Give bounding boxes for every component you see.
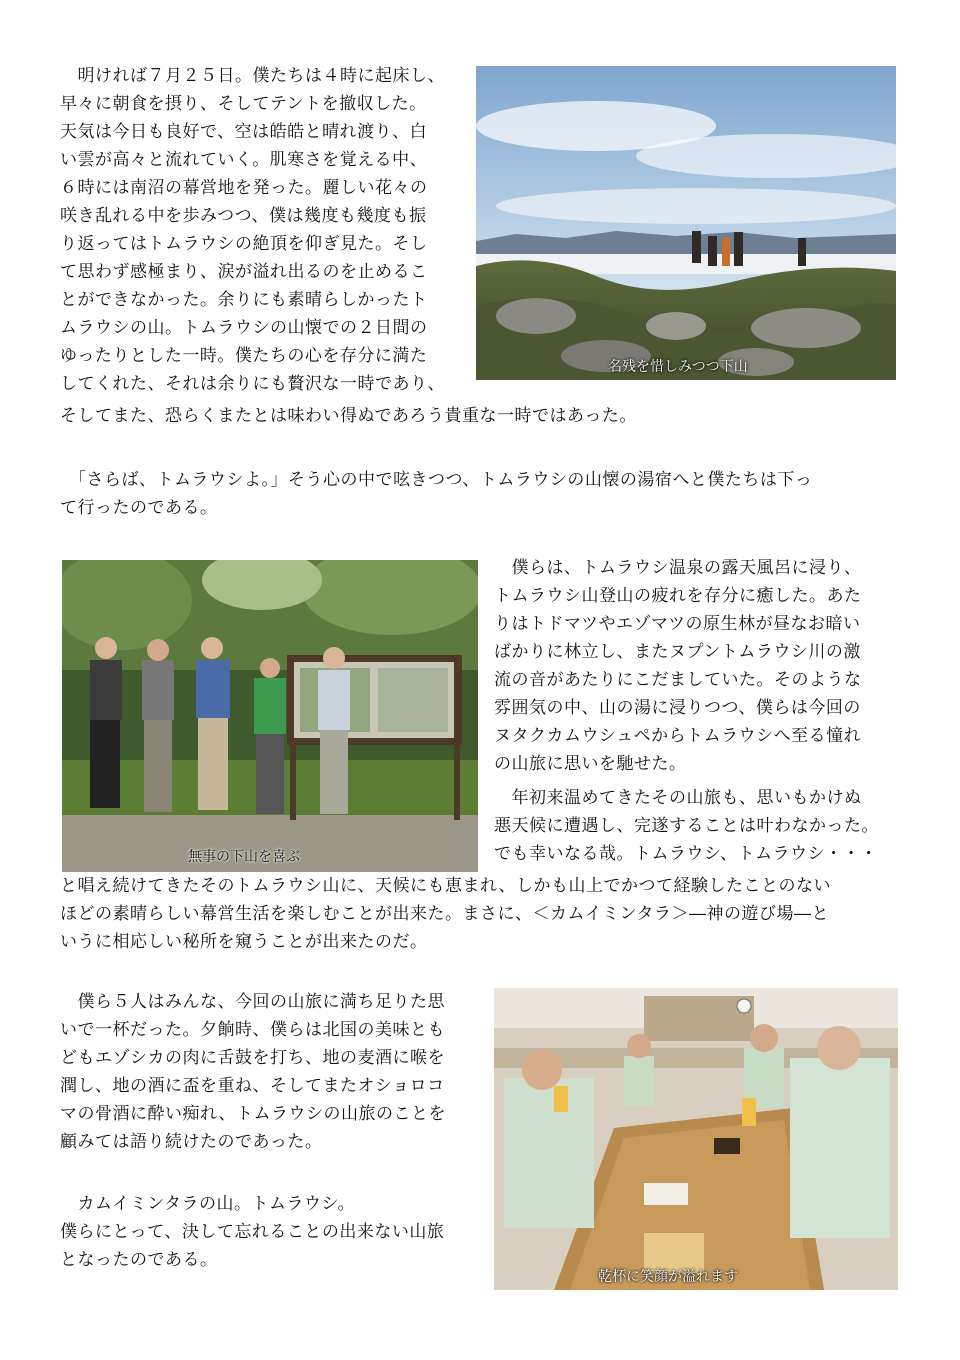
text-line: そしてまた、恐らくまたとは味わい得ぬであろう貴重な一時ではあった。 (60, 406, 637, 426)
text-line: 流の音があたりにこだましていた。そのような (494, 670, 862, 690)
text-line: でも幸いなる哉。トムラウシ、トムラウシ・・・ (494, 844, 878, 864)
text-line: 早々に朝食を摂り、そしてテントを撤収した。 (60, 94, 427, 114)
text-line: りはトドマツやエゾマツの原生林が昼なお暗い (494, 614, 861, 634)
text-line: 悪天候に遭遇し、完遂することは叶わなかった。 (494, 816, 879, 836)
text-line: ばかりに林立し、またヌプントムラウシ川の激 (494, 642, 861, 662)
text-line: 雰囲気の中、山の湯に浸りつつ、僕らは今回の (494, 698, 861, 718)
text-line: ヌタクカムウシュペからトムラウシへ至る憧れ (494, 726, 862, 746)
text-line: となったのである。 (60, 1250, 218, 1270)
text-line: どもエゾシカの肉に舌鼓を打ち、地の麦酒に喉を (60, 1048, 445, 1068)
text-line: 顧みては語り続けたのであった。 (60, 1132, 323, 1152)
photo-caption: 名残を惜しみつつ下山 (608, 359, 748, 375)
text-line: て思わず感極まり、涙が溢れ出るのを止めるこ (60, 262, 428, 282)
text-line: と唱え続けてきたそのトムラウシ山に、天候にも恵まれ、しかも山上でかつて経験したことのない (60, 876, 832, 896)
text-line: 咲き乱れる中を歩みつつ、僕は幾度も幾度も振 (60, 206, 427, 226)
text-line: 「さらば、トムラウシよ。」そう心の中で呟きつつ、トムラウシの山懐の湯宿へと僕たちは下っ (60, 470, 813, 490)
text-line: ６時には南沼の幕営地を発った。麗しい花々の (60, 178, 428, 198)
text-line: り返ってはトムラウシの絶頂を仰ぎ見た。そし (60, 234, 428, 254)
text-line: ゆったりとした一時。僕たちの心を存分に満た (60, 346, 428, 366)
dinner-toast-photo (494, 988, 898, 1290)
text-line: の山旅に思いを馳せた。 (494, 754, 687, 774)
text-line: ほどの素晴らしい幕営生活を楽しむことが出来た。まさに、＜カムイミンタラ＞―神の遊び場―と (60, 904, 829, 924)
text-line: 年初来温めてきたその山旅も、思いもかけぬ (494, 788, 862, 808)
text-line: とができなかった。余りにも素晴らしかったト (60, 290, 428, 310)
photo-caption: 乾杯に笑顔が溢れます (598, 1269, 738, 1285)
text-line: ムラウシの山。トムラウシの山懐での２日間の (60, 318, 428, 338)
mountain-descent-photo (476, 66, 896, 380)
photo-caption: 無事の下山を喜ぶ (188, 849, 300, 865)
text-line: いで一杯だった。夕餉時、僕らは北国の美味とも (60, 1020, 445, 1040)
text-line: 僕らにとって、決して忘れることの出来ない山旅 (60, 1222, 445, 1242)
text-line: て行ったのである。 (60, 498, 218, 518)
text-line: トムラウシ山登山の疲れを存分に癒した。あた (494, 586, 862, 606)
text-line: いうに相応しい秘所を窺うことが出来たのだ。 (60, 932, 428, 952)
text-line: 僕らは、トムラウシ温泉の露天風呂に浸り、 (494, 558, 862, 578)
text-line: してくれた、それは余りにも贅沢な一時であり、 (60, 374, 445, 394)
text-line: 明ければ７月２５日。僕たちは４時に起床し、 (60, 66, 445, 86)
group-trailhead-photo (62, 560, 478, 872)
text-line: 天気は今日も良好で、空は皓皓と晴れ渡り、白 (60, 122, 428, 142)
text-line: マの骨酒に酔い痴れ、トムラウシの山旅のことを (60, 1104, 447, 1124)
text-line: 僕ら５人はみんな、今回の山旅に満ち足りた思 (60, 992, 445, 1012)
text-line: 潤し、地の酒に盃を重ね、そしてまたオショロコ (60, 1076, 445, 1096)
text-line: カムイミンタラの山。トムラウシ。 (60, 1194, 356, 1214)
text-line: い雲が高々と流れていく。肌寒さを覚える中、 (60, 150, 428, 170)
